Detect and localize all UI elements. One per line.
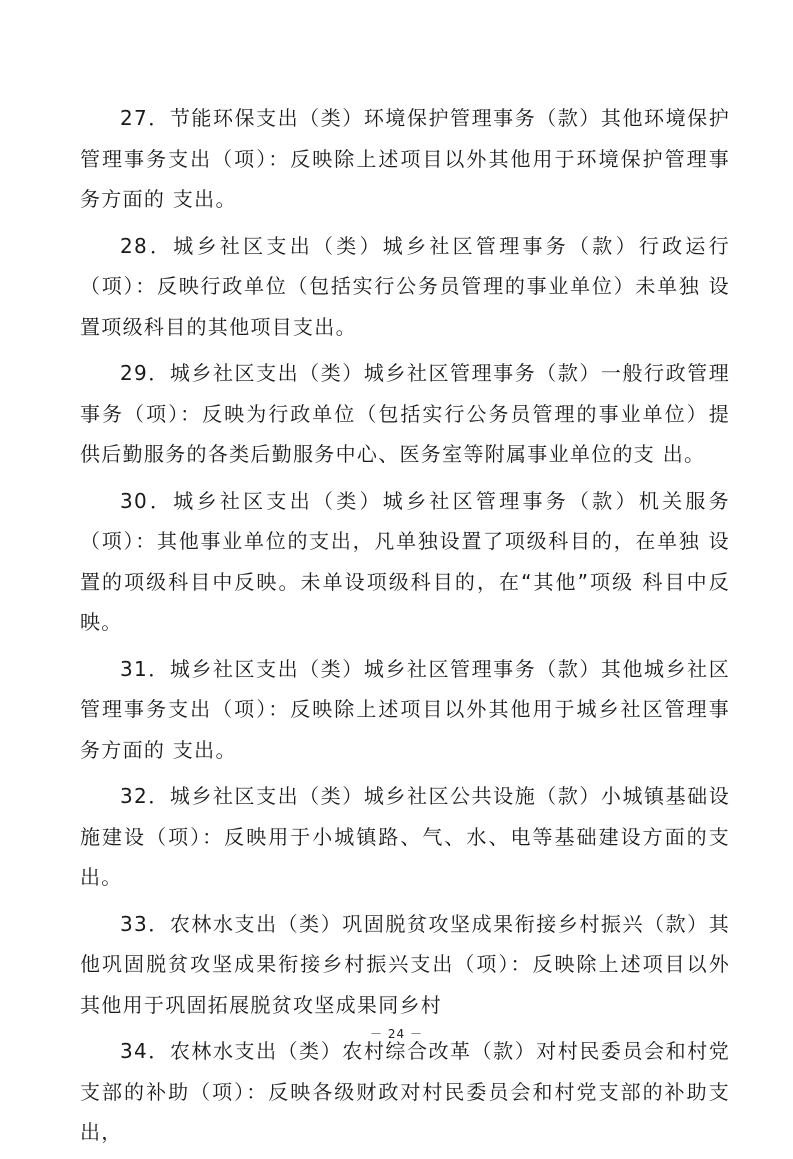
page-number: － 24 －	[370, 1027, 423, 1041]
body-text	[80, 98, 730, 1159]
paragraph-28: 28．城乡社区支出（类）城乡社区管理事务（款）行政运行（项）：反映行政单位（包括实行公务员管理的事业单位）未单独 设置项级科目的其他项目支出。	[80, 233, 730, 339]
paragraph-29: 29．城乡社区支出（类）城乡社区管理事务（款）一般行政管理事务（项）：反映为行政单位（包括实行公务员管理的事业单位）提供后勤服务的各类后勤服务中心、医务室等附属事业单位的支 出。	[80, 361, 730, 466]
paragraph-30: 30．城乡社区支出（类）城乡社区管理事务（款）机关服务（项）：其他事业单位的支出，凡单独设置了项级科目的，在单独 设置的项级科目中反映。未单设项级科目的，在“其他”项级 科目中反映。	[80, 488, 730, 634]
paragraph-27: 27．节能环保支出（类）环境保护管理事务（款）其他环境保护管理事务支出（项）：反映除上述项目以外其他用于环境保护管理事务方面的 支出。	[80, 106, 730, 211]
paragraph-33: 33．农林水支出（类）巩固脱贫攻坚成果衔接乡村振兴（款）其他巩固脱贫攻坚成果衔接乡村振兴支出（项）：反映除上述项目以外其他用于巩固拓展脱贫攻坚成果同乡村	[80, 911, 730, 1017]
paragraph-32: 32．城乡社区支出（类）城乡社区公共设施（款）小城镇基础设施建设（项）：反映用于小城镇路、气、水、电等基础建设方面的支出。	[80, 784, 730, 889]
paragraph-31: 31．城乡社区支出（类）城乡社区管理事务（款）其他城乡社区管理事务支出（项）：反映除上述项目以外其他用于城乡社区管理事务方面的 支出。	[80, 656, 730, 762]
paragraph-34: 34．农林水支出（类）农村综合改革（款）对村民委员会和村党支部的补助（项）：反映各级财政对村民委员会和村党支部的补助支出，	[80, 1039, 730, 1144]
